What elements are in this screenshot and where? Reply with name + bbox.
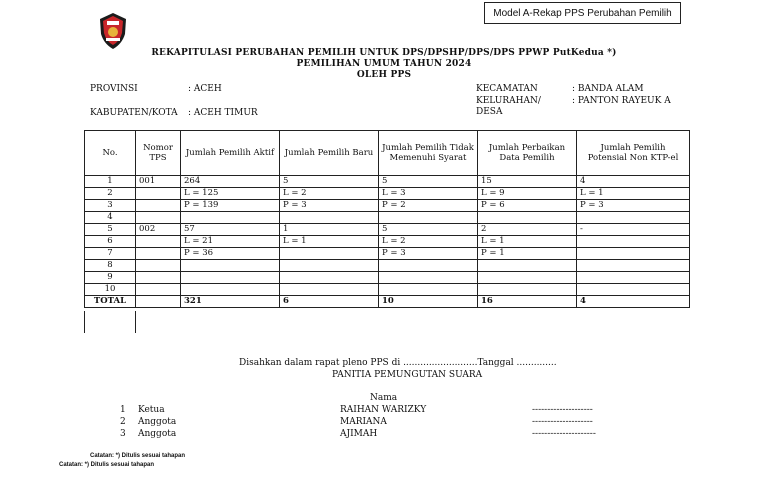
cell-perbaikan: P = 6: [478, 200, 577, 212]
cell-perbaikan: [478, 272, 577, 284]
kecamatan-label: KECAMATAN: [476, 84, 538, 94]
cell-tms: [379, 272, 478, 284]
signatory-name: AJIMAH: [340, 429, 378, 439]
total-cell-perbaikan: 16: [478, 296, 577, 308]
cell-non-ktp: [577, 272, 690, 284]
total-cell-aktif: 321: [181, 296, 280, 308]
title-line-2: PEMILIHAN UMUM TAHUN 2024: [296, 59, 472, 69]
cell-baru: 5: [280, 176, 379, 188]
cell-no: 1: [85, 176, 136, 188]
cell-baru: L = 1: [280, 236, 379, 248]
cell-non-ktp: [577, 260, 690, 272]
cell-tms: P = 2: [379, 200, 478, 212]
cell-perbaikan: L = 1: [478, 236, 577, 248]
signatory-name: MARIANA: [340, 417, 387, 427]
table-row: [85, 272, 690, 284]
col-header-no: No.: [85, 131, 136, 176]
cell-non-ktp: 4: [577, 176, 690, 188]
cell-non-ktp: [577, 212, 690, 224]
kecamatan-value: : BANDA ALAM: [572, 84, 644, 94]
cell-no: 10: [85, 284, 136, 296]
cell-baru: [280, 212, 379, 224]
table-row: [85, 248, 690, 260]
col-header-perbaikan: Jumlah Perbaikan Data Pemilih: [478, 131, 577, 176]
cell-perbaikan: L = 9: [478, 188, 577, 200]
kelurahan-label: KELURAHAN/: [476, 96, 541, 106]
cell-perbaikan: 2: [478, 224, 577, 236]
signatory-name: RAIHAN WARIZKY: [340, 405, 427, 415]
cell-no: 3: [85, 200, 136, 212]
desa-label: DESA: [476, 107, 503, 117]
signatory-role: Anggota: [138, 429, 177, 439]
cell-tps: 002: [136, 224, 181, 236]
cell-aktif: [181, 284, 280, 296]
total-cell-tms: 10: [379, 296, 478, 308]
cell-baru: [280, 272, 379, 284]
table-row: [85, 176, 690, 188]
col-header-non-ktp: Jumlah Pemilih Potensial Non KTP-el: [577, 131, 690, 176]
signatory-role: Ketua: [138, 405, 165, 415]
table-row: [85, 188, 690, 200]
cell-baru: [280, 248, 379, 260]
signatory-number: 2: [120, 417, 126, 427]
cell-tps: 001: [136, 176, 181, 188]
kpu-logo: [98, 12, 128, 50]
cell-non-ktp: L = 1: [577, 188, 690, 200]
table-row: [85, 212, 690, 224]
cell-tms: 5: [379, 224, 478, 236]
signatory-role: Anggota: [138, 417, 177, 427]
table-row: [85, 260, 690, 272]
note-line-2: Catatan: *) Ditulis sesuai tahapan: [59, 462, 155, 468]
provinsi-label: PROVINSI: [90, 84, 138, 94]
rekap-table: [84, 130, 690, 308]
cell-non-ktp: P = 3: [577, 200, 690, 212]
table-row: [85, 284, 690, 296]
cell-no: 6: [85, 236, 136, 248]
total-cell-no: TOTAL: [85, 296, 136, 308]
table-row: [85, 236, 690, 248]
cell-perbaikan: [478, 284, 577, 296]
col-header-aktif: Jumlah Pemilih Aktif: [181, 131, 280, 176]
cell-non-ktp: -: [577, 224, 690, 236]
total-cell-non-ktp: 4: [577, 296, 690, 308]
cell-baru: L = 2: [280, 188, 379, 200]
signature-line: ---------------------: [532, 429, 596, 439]
cell-aktif: L = 21: [181, 236, 280, 248]
cell-no: 8: [85, 260, 136, 272]
cell-tms: P = 3: [379, 248, 478, 260]
cell-perbaikan: [478, 212, 577, 224]
cell-no: 9: [85, 272, 136, 284]
table-header-row: [85, 131, 690, 176]
cell-aktif: 57: [181, 224, 280, 236]
col-header-tps: Nomor TPS: [136, 131, 181, 176]
kabupaten-label: KABUPATEN/KOTA: [90, 108, 178, 118]
cell-baru: P = 3: [280, 200, 379, 212]
cell-tps: [136, 200, 181, 212]
cell-tms: [379, 260, 478, 272]
col-header-tms: Jumlah Pemilih Tidak Memenuhi Syarat: [379, 131, 478, 176]
table-extension: [84, 311, 136, 333]
model-label-box: Model A-Rekap PPS Perubahan Pemilih: [484, 2, 681, 24]
cell-perbaikan: [478, 260, 577, 272]
signatory-number: 3: [120, 429, 126, 439]
disahkan-text: Disahkan dalam rapat pleno PPS di ..........................Tanggal ..............: [239, 358, 557, 368]
cell-baru: [280, 284, 379, 296]
cell-baru: 1: [280, 224, 379, 236]
cell-perbaikan: 15: [478, 176, 577, 188]
cell-no: 4: [85, 212, 136, 224]
cell-tps: [136, 248, 181, 260]
cell-tms: L = 2: [379, 236, 478, 248]
cell-non-ktp: [577, 248, 690, 260]
signature-line: --------------------: [532, 417, 593, 427]
table-row: [85, 200, 690, 212]
table-total-row: [85, 296, 690, 308]
cell-non-ktp: [577, 236, 690, 248]
cell-aktif: P = 139: [181, 200, 280, 212]
panitia-text: PANITIA PEMUNGUTAN SUARA: [332, 370, 483, 380]
table-row: [85, 224, 690, 236]
cell-tms: 5: [379, 176, 478, 188]
cell-no: 5: [85, 224, 136, 236]
cell-no: 2: [85, 188, 136, 200]
cell-tms: [379, 284, 478, 296]
cell-baru: [280, 260, 379, 272]
note-line-1: Catatan: *) Ditulis sesuai tahapan: [90, 453, 186, 459]
cell-tps: [136, 260, 181, 272]
cell-aktif: [181, 272, 280, 284]
cell-aktif: P = 36: [181, 248, 280, 260]
signature-line: --------------------: [532, 405, 593, 415]
cell-tps: [136, 212, 181, 224]
cell-aktif: L = 125: [181, 188, 280, 200]
cell-aktif: [181, 212, 280, 224]
cell-aktif: [181, 260, 280, 272]
kabupaten-value: : ACEH TIMUR: [188, 108, 258, 118]
kelurahan-value: : PANTON RAYEUK A: [572, 96, 671, 106]
signatory-number: 1: [120, 405, 126, 415]
col-header-baru: Jumlah Pemilih Baru: [280, 131, 379, 176]
cell-tms: [379, 212, 478, 224]
cell-perbaikan: P = 1: [478, 248, 577, 260]
cell-tps: [136, 284, 181, 296]
provinsi-value: : ACEH: [188, 84, 222, 94]
cell-non-ktp: [577, 284, 690, 296]
cell-tps: [136, 272, 181, 284]
title-line-3: OLEH PPS: [356, 70, 412, 80]
cell-aktif: 264: [181, 176, 280, 188]
nama-label: Nama: [370, 393, 398, 403]
total-cell-baru: 6: [280, 296, 379, 308]
cell-tps: [136, 236, 181, 248]
cell-tms: L = 3: [379, 188, 478, 200]
cell-tps: [136, 188, 181, 200]
title-line-1: REKAPITULASI PERUBAHAN PEMILIH UNTUK DPS/DPSHP/DPS/DPS PPWP PutKedua *): [151, 48, 617, 58]
total-cell-tps: [136, 296, 181, 308]
cell-no: 7: [85, 248, 136, 260]
